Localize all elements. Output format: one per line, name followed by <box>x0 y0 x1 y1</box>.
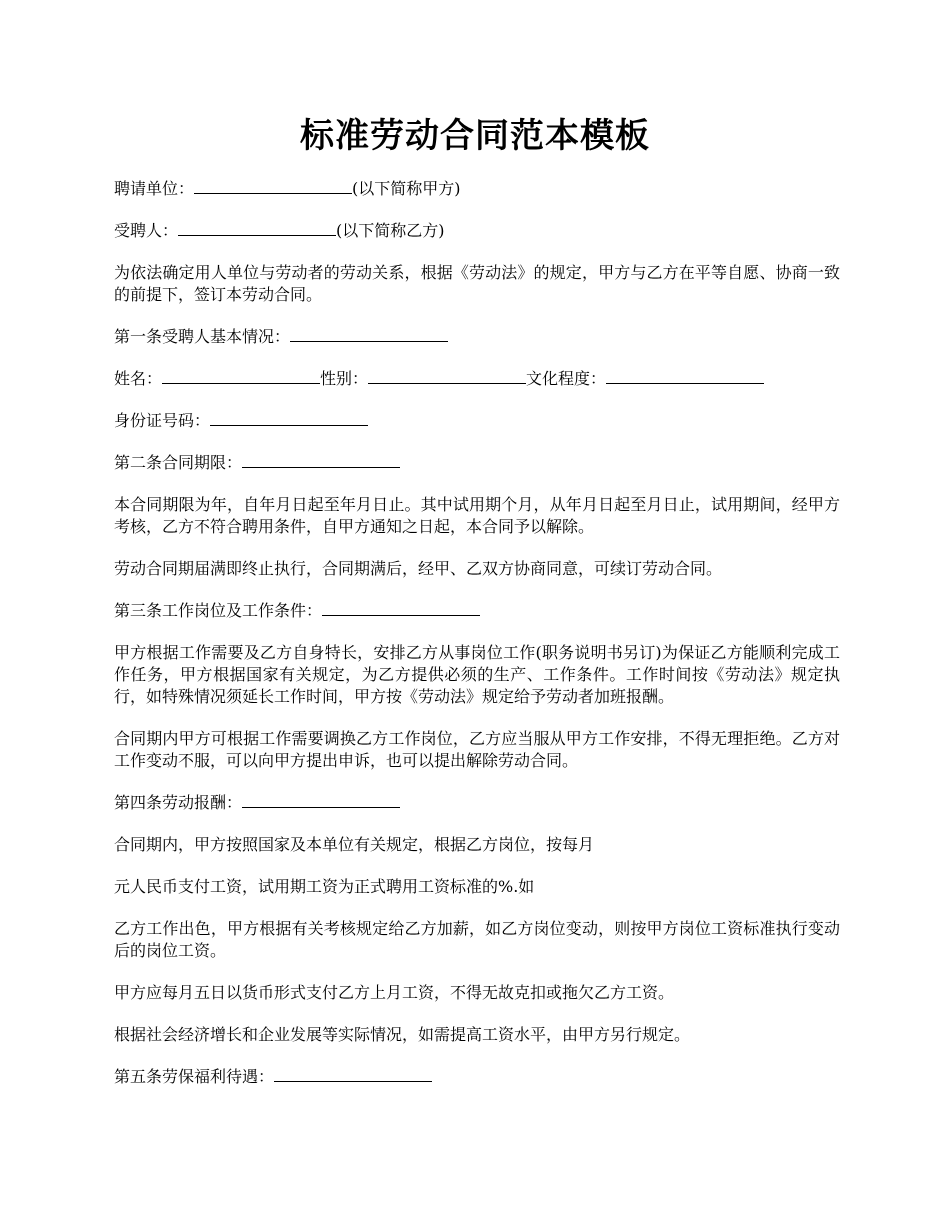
employer-line <box>114 178 840 200</box>
article4-paragraph-3: 乙方工作出色，甲方根据有关考核规定给乙方加薪，如乙方岗位变动，则按甲方岗位工资标准执行变动后的岗位工资。 <box>114 919 840 960</box>
article4-blank <box>242 792 400 808</box>
employee-label: 受聘人： <box>114 221 179 240</box>
personal-info-line <box>114 368 840 390</box>
article3-heading: 第三条工作岗位及工作条件： <box>114 601 323 620</box>
employee-blank <box>178 220 336 236</box>
article4-paragraph-4: 甲方应每月五日以货币形式支付乙方上月工资，不得无故克扣或拖欠乙方工资。 <box>114 983 675 1002</box>
employee-suffix: (以下简称乙方) <box>336 221 445 240</box>
employee-line <box>114 220 840 242</box>
id-number-line <box>114 410 840 432</box>
article1-heading-line <box>114 326 840 348</box>
article5-blank <box>274 1066 432 1082</box>
article1-heading: 第一条受聘人基本情况： <box>114 327 291 346</box>
employer-suffix: (以下简称甲方) <box>352 179 461 198</box>
article3-paragraph-2: 合同期内甲方可根据工作需要调换乙方工作岗位，乙方应当服从甲方工作安排，不得无理拒绝。乙方对工作变动不服，可以向甲方提出申诉，也可以提出解除劳动合同。 <box>114 729 840 770</box>
article5-heading: 第五条劳保福利待遇： <box>114 1067 275 1086</box>
article2-heading-line <box>114 452 840 474</box>
article4-paragraph-5: 根据社会经济增长和企业发展等实际情况，如需提高工资水平，由甲方另行规定。 <box>114 1025 691 1044</box>
article3-paragraph-1: 甲方根据工作需要及乙方自身特长，安排乙方从事岗位工作(职务说明书另订)为保证乙方能顺利完成工作任务，甲方根据国家有关规定，为乙方提供必须的生产、工作条件。工作时间按《劳动法》规定执行，如特殊情况须延长工作时间，甲方按《劳动法》规定给予劳动者加班报酬。 <box>114 643 840 706</box>
article4-paragraph-1: 合同期内，甲方按照国家及本单位有关规定，根据乙方岗位，按每月 <box>114 835 595 854</box>
article4-heading-line <box>114 792 840 814</box>
id-number-label: 身份证号码： <box>114 411 211 430</box>
article2-paragraph-1: 本合同期限为年，自年月日起至年月日止。其中试用期个月，从年月日起至月日止，试用期间，经甲方考核，乙方不符合聘用条件，自甲方通知之日起，本合同予以解除。 <box>114 495 840 536</box>
intro-paragraph: 为依法确定用人单位与劳动者的劳动关系，根据《劳动法》的规定，甲方与乙方在平等自愿、协商一致的前提下，签订本劳动合同。 <box>114 263 840 304</box>
education-blank <box>606 368 764 384</box>
article3-heading-line <box>114 600 840 622</box>
employer-blank <box>194 178 352 194</box>
employer-label: 聘请单位： <box>114 179 195 198</box>
article2-heading: 第二条合同期限： <box>114 453 243 472</box>
gender-blank <box>368 368 526 384</box>
name-blank <box>162 368 320 384</box>
article4-heading: 第四条劳动报酬： <box>114 793 243 812</box>
article1-blank <box>290 326 448 342</box>
article4-paragraph-2: 元人民币支付工资，试用期工资为正式聘用工资标准的%.如 <box>114 877 535 896</box>
document-body <box>114 178 840 1108</box>
article5-heading-line <box>114 1066 840 1088</box>
gender-label: 性别： <box>320 369 369 388</box>
document-title: 标准劳动合同范本模板 <box>300 116 650 156</box>
article2-blank <box>242 452 400 468</box>
id-number-blank <box>210 410 368 426</box>
education-label: 文化程度： <box>526 369 607 388</box>
article2-paragraph-2: 劳动合同期届满即终止执行，合同期满后，经甲、乙双方协商同意，可续订劳动合同。 <box>114 559 723 578</box>
name-label: 姓名： <box>114 369 163 388</box>
article3-blank <box>322 600 480 616</box>
